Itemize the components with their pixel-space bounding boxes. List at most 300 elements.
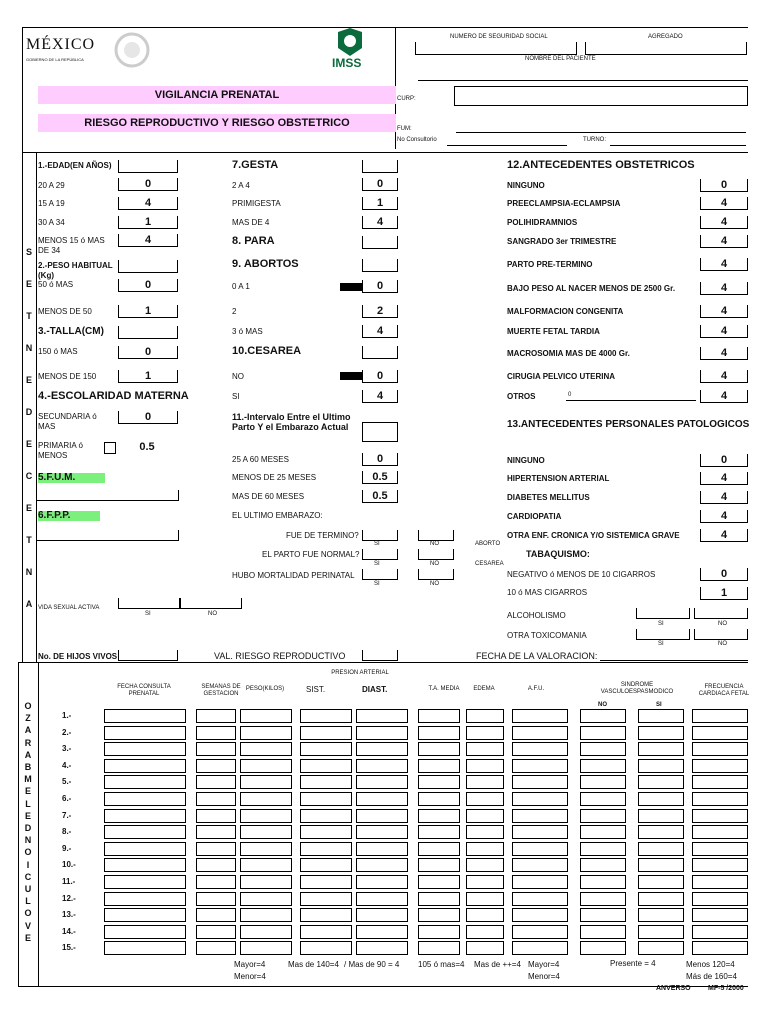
evol-cell[interactable] [580, 925, 626, 939]
evol-cell[interactable] [638, 908, 684, 922]
evol-cell[interactable] [466, 742, 504, 756]
evol-cell[interactable] [240, 908, 292, 922]
ab-3-label: 3 ó MAS [232, 327, 263, 336]
evol-cell[interactable] [466, 908, 504, 922]
sec-label: SECUNDARIA ó MAS [38, 412, 97, 431]
evol-cell[interactable] [466, 941, 504, 955]
evol-row-label: 15.- [62, 943, 76, 953]
cesarea-opt: CESAREA [475, 561, 504, 567]
evol-cell[interactable] [418, 759, 460, 773]
peso-label: 2.-PESO HABITUAL (Kg) [38, 261, 113, 280]
evol-row-label: 7.- [62, 810, 72, 820]
evol-cell[interactable] [418, 775, 460, 789]
evol-cell[interactable] [356, 908, 408, 922]
pat-item-label: DIABETES MELLITUS [507, 493, 590, 502]
evol-cell[interactable] [196, 759, 236, 773]
int-m60-label: MAS DE 60 MESES [232, 492, 305, 501]
coat-of-arms-icon [110, 30, 154, 70]
int-25-label: 25 A 60 MESES [232, 455, 289, 464]
obst-item-label: CIRUGIA PELVICO UTERINA [507, 372, 616, 381]
evol-cell[interactable] [418, 742, 460, 756]
evol-cell[interactable] [512, 775, 568, 789]
evol-cell[interactable] [580, 759, 626, 773]
evol-cell[interactable] [512, 875, 568, 889]
turno-label: TURNO: [583, 137, 606, 143]
diast-header: DIAST. [362, 685, 388, 694]
edad-blank[interactable] [118, 160, 178, 173]
hijos-field[interactable] [118, 650, 178, 661]
edad-20-label: 20 A 29 [38, 181, 65, 190]
vida-sexual-no-box[interactable] [180, 598, 242, 609]
evol-cell[interactable] [638, 925, 684, 939]
otros-note: 0 [568, 392, 572, 398]
evol-cell[interactable] [418, 792, 460, 806]
evol-cell[interactable] [638, 709, 684, 723]
evol-cell[interactable] [580, 892, 626, 906]
evol-cell[interactable] [240, 759, 292, 773]
evol-cell[interactable] [466, 892, 504, 906]
f-mas160: Más de 160=4 [686, 972, 737, 981]
evol-cell[interactable] [104, 809, 186, 823]
evol-cell[interactable] [300, 941, 352, 955]
pat-item-value: 4 [700, 491, 748, 504]
evol-cell[interactable] [580, 842, 626, 856]
evol-cell[interactable] [104, 858, 186, 872]
evol-row-label: 5.- [62, 777, 72, 787]
curp-label: CURP: [397, 96, 416, 102]
section-top-rule [22, 152, 748, 153]
val-riesgo-field[interactable] [362, 650, 398, 661]
evol-cell[interactable] [300, 892, 352, 906]
evol-cell[interactable] [466, 925, 504, 939]
evol-cell[interactable] [466, 858, 504, 872]
evol-cell[interactable] [104, 775, 186, 789]
para-blank[interactable] [362, 236, 398, 249]
evol-cell[interactable] [196, 941, 236, 955]
evol-cell[interactable] [104, 709, 186, 723]
evol-cell[interactable] [638, 792, 684, 806]
evol-cell[interactable] [512, 709, 568, 723]
ces-si-label: SI [232, 392, 240, 401]
agregado-field[interactable] [585, 42, 747, 55]
evol-cell[interactable] [196, 709, 236, 723]
aborto-opt: ABORTO [475, 541, 501, 547]
evol-cell[interactable] [638, 775, 684, 789]
evol-cell[interactable] [512, 759, 568, 773]
evol-cell[interactable] [300, 742, 352, 756]
evol-cell[interactable] [418, 925, 460, 939]
evol-cell[interactable] [692, 825, 748, 839]
tab-10-value: 1 [700, 587, 748, 600]
evol-cell[interactable] [580, 825, 626, 839]
imss-logo [330, 28, 370, 70]
evol-cell[interactable] [240, 742, 292, 756]
evol-cell[interactable] [240, 775, 292, 789]
normal-no-box[interactable] [418, 549, 454, 560]
evol-cell[interactable] [580, 742, 626, 756]
evol-cell[interactable] [196, 925, 236, 939]
evol-cell[interactable] [692, 892, 748, 906]
evol-cell[interactable] [196, 858, 236, 872]
evol-cell[interactable] [240, 858, 292, 872]
edad-30-label: 30 A 34 [38, 218, 65, 227]
evol-cell[interactable] [638, 759, 684, 773]
nombre-line[interactable] [418, 80, 748, 81]
evol-cell[interactable] [580, 792, 626, 806]
form-code: MF-5 /2000 [708, 985, 744, 992]
mortalidad-si-box[interactable] [362, 569, 398, 580]
edad-30-value: 1 [118, 216, 178, 229]
evol-cell[interactable] [512, 726, 568, 740]
gov-title: MÉXICO [26, 36, 96, 53]
evol-cell[interactable] [356, 726, 408, 740]
nss-field[interactable] [415, 42, 577, 55]
evol-cell[interactable] [418, 825, 460, 839]
evol-cell[interactable] [692, 775, 748, 789]
evol-cell[interactable] [692, 792, 748, 806]
ab-3-value: 4 [362, 325, 398, 338]
evol-cell[interactable] [196, 726, 236, 740]
tamedia-header: T.A. MEDIA [428, 686, 460, 692]
consultorio-label: No Consultorio [397, 137, 437, 143]
evol-cell[interactable] [196, 825, 236, 839]
evol-top-rule [18, 662, 748, 663]
evol-cell[interactable] [512, 908, 568, 922]
ces-no-mark [340, 372, 362, 380]
evol-cell[interactable] [512, 792, 568, 806]
pat-item-label: NINGUNO [507, 456, 545, 465]
evol-cell[interactable] [580, 775, 626, 789]
evol-cell[interactable] [196, 742, 236, 756]
evol-cell[interactable] [466, 825, 504, 839]
peso-m50-label: MENOS DE 50 [38, 307, 92, 316]
cesarea-blank[interactable] [362, 346, 398, 359]
evol-cell[interactable] [638, 809, 684, 823]
antecedentes-inner [36, 152, 37, 662]
evol-cell[interactable] [300, 875, 352, 889]
evol-cell[interactable] [240, 792, 292, 806]
evol-cell[interactable] [104, 792, 186, 806]
sind-no: NO [598, 702, 607, 708]
evol-cell[interactable] [300, 759, 352, 773]
alcohol-si-box[interactable] [636, 608, 690, 619]
evol-cell[interactable] [692, 858, 748, 872]
evol-cell[interactable] [104, 925, 186, 939]
evol-cell[interactable] [356, 709, 408, 723]
evol-row-label: 8.- [62, 827, 72, 837]
vida-sexual-si-box[interactable] [118, 598, 180, 609]
obst-item-value: 4 [700, 282, 748, 295]
evol-cell[interactable] [512, 858, 568, 872]
otros-line[interactable] [566, 400, 696, 401]
evol-cell[interactable] [512, 925, 568, 939]
f-tam: 105 ó mas=4 [418, 960, 465, 969]
evol-cell[interactable] [466, 809, 504, 823]
pat-item-value: 4 [700, 510, 748, 523]
evol-cell[interactable] [418, 875, 460, 889]
evol-cell[interactable] [418, 726, 460, 740]
title-vigilancia: VIGILANCIA PRENATAL [38, 86, 396, 104]
consultorio-line[interactable] [447, 145, 567, 146]
evol-cell[interactable] [466, 875, 504, 889]
evol-cell[interactable] [512, 825, 568, 839]
evol-cell[interactable] [104, 842, 186, 856]
evol-cell[interactable] [104, 825, 186, 839]
evol-cell[interactable] [638, 892, 684, 906]
evol-cell[interactable] [692, 925, 748, 939]
evol-cell[interactable] [466, 759, 504, 773]
evol-cell[interactable] [692, 875, 748, 889]
evol-cell[interactable] [418, 908, 460, 922]
sec-value: 0 [118, 411, 178, 424]
normal-no: NO [430, 561, 439, 567]
evol-cell[interactable] [356, 759, 408, 773]
evol-cell[interactable] [356, 775, 408, 789]
evol-cell[interactable] [300, 775, 352, 789]
evol-cell[interactable] [300, 709, 352, 723]
ab-01-value: 0 [362, 280, 398, 293]
peso-blank[interactable] [118, 260, 178, 273]
evol-row-label: 2.- [62, 727, 72, 737]
evol-cell[interactable] [692, 809, 748, 823]
talla-blank[interactable] [118, 326, 178, 339]
obst-header: 12.ANTECEDENTES OBSTETRICOS [507, 159, 695, 171]
abortos-blank[interactable] [362, 259, 398, 272]
evol-cell[interactable] [240, 809, 292, 823]
edad-m15-value: 4 [118, 234, 178, 247]
afu-header: A.F.U. [527, 686, 545, 692]
termino-si-box[interactable] [362, 530, 398, 541]
edad-label: 1.-EDAD(EN AÑOS) [38, 161, 112, 170]
prim-check[interactable] [104, 442, 116, 454]
normal-si-box[interactable] [362, 549, 398, 560]
tox-si: SI [658, 641, 664, 647]
fpp-field[interactable] [36, 530, 179, 541]
evol-cell[interactable] [692, 941, 748, 955]
int-25-value: 0 [362, 453, 398, 466]
evol-cell[interactable] [692, 726, 748, 740]
evol-cell[interactable] [356, 892, 408, 906]
evol-cell[interactable] [240, 925, 292, 939]
evol-cell[interactable] [196, 842, 236, 856]
evol-row-label: 13.- [62, 910, 76, 920]
evol-row-label: 1.- [62, 711, 72, 720]
evol-cell[interactable] [638, 842, 684, 856]
evol-cell[interactable] [300, 925, 352, 939]
termino-no-box[interactable] [418, 530, 454, 541]
evol-cell[interactable] [240, 825, 292, 839]
evol-cell[interactable] [104, 892, 186, 906]
alcohol-no-box[interactable] [694, 608, 748, 619]
evol-cell[interactable] [638, 726, 684, 740]
evol-cell[interactable] [580, 858, 626, 872]
obst-item-label: SANGRADO 3er TRIMESTRE [507, 237, 617, 246]
evol-cell[interactable] [512, 892, 568, 906]
evol-cell[interactable] [466, 792, 504, 806]
evol-cell[interactable] [418, 858, 460, 872]
evol-cell[interactable] [104, 941, 186, 955]
evol-cell[interactable] [196, 809, 236, 823]
tox-si-box[interactable] [636, 629, 690, 640]
evol-cell[interactable] [512, 842, 568, 856]
obst-item-label: OTROS [507, 392, 536, 401]
evol-cell[interactable] [356, 875, 408, 889]
evol-cell[interactable] [512, 742, 568, 756]
evol-cell[interactable] [638, 941, 684, 955]
escolaridad-label: 4.-ESCOLARIDAD MATERNA [38, 390, 189, 402]
evol-cell[interactable] [240, 875, 292, 889]
intervalo-field[interactable] [362, 422, 398, 442]
evol-row-label: 4.- [62, 760, 72, 770]
fpp-label: 6.F.P.P. [38, 511, 100, 521]
evol-cell[interactable] [300, 792, 352, 806]
evol-cell[interactable] [300, 842, 352, 856]
fum-label: 5.F.U.M. [38, 473, 105, 483]
vida-si: SI [145, 611, 151, 617]
evol-cell[interactable] [356, 925, 408, 939]
gov-logo [24, 36, 104, 66]
evol-cell[interactable] [512, 809, 568, 823]
evol-cell[interactable] [580, 941, 626, 955]
left-border [22, 27, 23, 152]
sind-si: SI [656, 702, 662, 708]
evol-cell[interactable] [692, 759, 748, 773]
edad-15-value: 4 [118, 197, 178, 210]
evol-cell[interactable] [104, 759, 186, 773]
evol-cell[interactable] [300, 858, 352, 872]
fum-line[interactable] [456, 132, 746, 133]
obst-item-value: 4 [700, 390, 748, 403]
evol-cell[interactable] [580, 709, 626, 723]
evol-cell[interactable] [418, 709, 460, 723]
evol-cell[interactable] [356, 842, 408, 856]
fum-field[interactable] [36, 490, 179, 501]
normal-label: EL PARTO FUE NORMAL? [262, 550, 360, 559]
evol-cell[interactable] [196, 875, 236, 889]
title-riesgo: RIESGO REPRODUCTIVO Y RIESGO OBSTETRICO [38, 114, 396, 132]
sindrome-header: SINDROME VASCULOESPASMODICO [600, 682, 674, 695]
top-rule [22, 27, 748, 28]
evol-cell[interactable] [196, 892, 236, 906]
evol-cell[interactable] [356, 809, 408, 823]
anverso-label: ANVERSO [656, 985, 691, 992]
evol-cell[interactable] [356, 941, 408, 955]
evol-row-label: 14.- [62, 926, 76, 936]
evol-cell[interactable] [240, 709, 292, 723]
cesarea-label: 10.CESAREA [232, 345, 302, 357]
fecha-val-line[interactable] [600, 660, 748, 661]
evol-cell[interactable] [466, 775, 504, 789]
ab-01-mark [340, 283, 362, 291]
evol-cell[interactable] [638, 858, 684, 872]
obst-item-label: MALFORMACION CONGENITA [507, 307, 624, 316]
evol-cell[interactable] [638, 825, 684, 839]
evol-cell[interactable] [692, 742, 748, 756]
f-afu-men: Menor=4 [528, 972, 560, 981]
frecuencia-header: FRECUENCIA CARDIACA FETAL [698, 684, 750, 697]
evol-cell[interactable] [300, 809, 352, 823]
evol-cell[interactable] [418, 941, 460, 955]
evol-cell[interactable] [418, 842, 460, 856]
evol-cell[interactable] [580, 726, 626, 740]
evol-cell[interactable] [692, 908, 748, 922]
evol-cell[interactable] [466, 842, 504, 856]
turno-line[interactable] [610, 145, 746, 146]
evol-cell[interactable] [240, 941, 292, 955]
evol-cell[interactable] [580, 809, 626, 823]
evol-cell[interactable] [196, 908, 236, 922]
evol-cell[interactable] [512, 941, 568, 955]
evol-cell[interactable] [466, 709, 504, 723]
evol-cell[interactable] [466, 726, 504, 740]
int-m25-value: 0.5 [362, 471, 398, 484]
evol-cell[interactable] [196, 775, 236, 789]
evol-cell[interactable] [638, 875, 684, 889]
evol-cell[interactable] [300, 726, 352, 740]
evol-cell[interactable] [240, 842, 292, 856]
evol-cell[interactable] [240, 892, 292, 906]
evol-cell[interactable] [580, 875, 626, 889]
evol-cell[interactable] [300, 825, 352, 839]
evol-cell[interactable] [580, 908, 626, 922]
evol-bottom-rule [18, 986, 748, 987]
gesta-mas4-value: 4 [362, 216, 398, 229]
evol-cell[interactable] [638, 742, 684, 756]
evol-cell[interactable] [356, 858, 408, 872]
gesta-mas4-label: MAS DE 4 [232, 218, 270, 227]
evol-cell[interactable] [104, 742, 186, 756]
intervalo-label: 11.-Intervalo Entre el Ultimo Parto Y el Embarazo Actual [232, 412, 351, 432]
evol-cell[interactable] [356, 742, 408, 756]
evol-cell[interactable] [104, 875, 186, 889]
pat-item-value: 4 [700, 529, 748, 542]
fecha-header: FECHA CONSULTA PRENATAL [117, 684, 171, 697]
evol-cell[interactable] [692, 842, 748, 856]
evol-cell[interactable] [300, 908, 352, 922]
obst-item-label: NINGUNO [507, 181, 545, 190]
talla-150-label: 150 ó MAS [38, 347, 78, 356]
evol-cell[interactable] [418, 809, 460, 823]
evol-cell[interactable] [196, 792, 236, 806]
gesta-blank[interactable] [362, 160, 398, 173]
peso-m50-value: 1 [118, 305, 178, 318]
edad-20-value: 0 [118, 178, 178, 191]
abortos-label: 9. ABORTOS [232, 258, 299, 270]
evol-cell[interactable] [356, 825, 408, 839]
evol-cell[interactable] [104, 908, 186, 922]
sist-header: SIST. [306, 685, 326, 694]
tox-no-box[interactable] [694, 629, 748, 640]
talla-label: 3.-TALLA(CM) [38, 326, 104, 337]
gesta-label: 7.GESTA [232, 159, 279, 171]
obst-item-value: 4 [700, 197, 748, 210]
evol-cell[interactable] [104, 726, 186, 740]
talla-m150-value: 1 [118, 370, 178, 383]
talla-m150-label: MENOS DE 150 [38, 372, 97, 381]
prim-value: 0.5 [139, 441, 155, 453]
mortalidad-label: HUBO MORTALIDAD PERINATAL [232, 571, 355, 580]
pat-item-value: 4 [700, 472, 748, 485]
curp-field[interactable] [454, 86, 748, 106]
mortalidad-no-box[interactable] [418, 569, 454, 580]
pat-item-label: HIPERTENSION ARTERIAL [507, 474, 610, 483]
obst-item-label: BAJO PESO AL NACER MENOS DE 2500 Gr. [507, 284, 676, 293]
evol-cell[interactable] [240, 726, 292, 740]
obst-item-value: 4 [700, 216, 748, 229]
evol-cell[interactable] [692, 709, 748, 723]
evol-cell[interactable] [418, 892, 460, 906]
evol-cell[interactable] [356, 792, 408, 806]
